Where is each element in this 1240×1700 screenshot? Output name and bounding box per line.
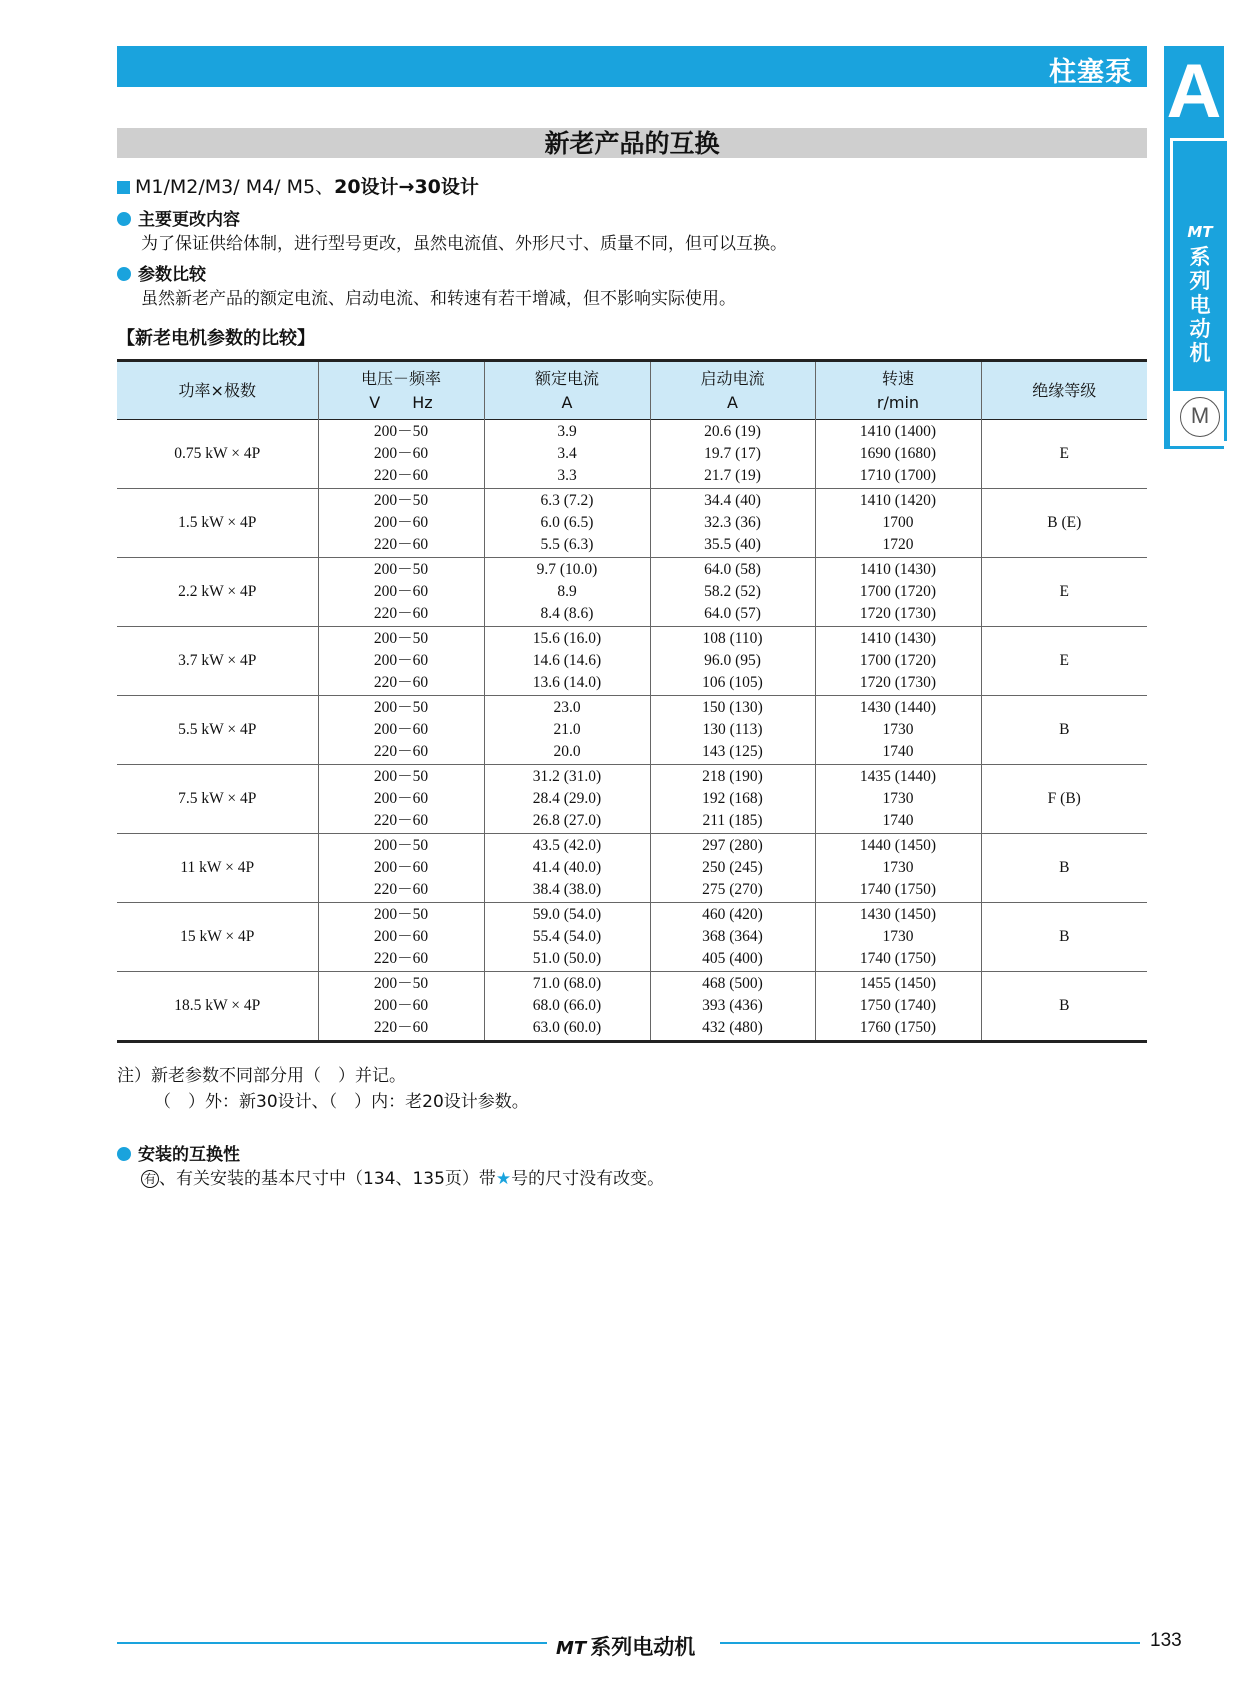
header-label: 额定电流 <box>534 368 599 388</box>
note-line-2: （ ）外：新30设计、（ ）内：老20设计参数。 <box>154 1092 529 1112</box>
table-header-cell <box>650 361 815 420</box>
voltage-cell-value: 200－60 <box>373 583 429 600</box>
start-current-cell-value: 32.3 (36) <box>704 514 761 531</box>
start-current-cell-value: 297 (280) <box>702 837 763 854</box>
start-current-cell-value: 393 (436) <box>702 997 763 1014</box>
params-text: 虽然新老产品的额定电流、启动电流、和转速有若干增减，但不影响实际使用。 <box>141 289 736 309</box>
voltage-cell-value: 200－50 <box>373 906 429 923</box>
speed-cell <box>815 696 981 765</box>
voltage-cell-value: 200－60 <box>373 928 429 945</box>
changes-heading-line <box>117 205 240 230</box>
insulation-cell: B (E) <box>981 489 1147 558</box>
rated-current-cell <box>484 765 650 834</box>
speed-cell <box>815 489 981 558</box>
section-title: 新老产品的互换 <box>544 129 720 158</box>
speed-cell-value: 1700 <box>882 514 914 531</box>
speed-cell-value: 1730 <box>882 928 914 945</box>
speed-cell-value: 1740 <box>882 743 914 760</box>
table-row <box>117 972 1147 1042</box>
speed-cell <box>815 420 981 489</box>
bullet-dot-icon <box>117 267 131 281</box>
header-label: 转速 <box>881 368 914 388</box>
mounting-heading: 安装的互换性 <box>138 1145 240 1165</box>
changes-heading: 主要更改内容 <box>138 210 240 230</box>
star-icon: ★ <box>495 1169 512 1189</box>
rated-current-cell <box>484 627 650 696</box>
start-current-cell <box>650 420 815 489</box>
rated-current-cell-value: 8.4 (8.6) <box>540 605 594 622</box>
side-symbol-box <box>1170 391 1224 446</box>
power-cell: 18.5 kW × 4P <box>117 972 318 1042</box>
rated-current-cell-value: 43.5 (42.0) <box>532 837 602 854</box>
start-current-cell <box>650 903 815 972</box>
speed-cell-value: 1440 (1450) <box>859 837 937 854</box>
start-current-cell-value: 432 (480) <box>702 1019 763 1036</box>
footer-label <box>556 1631 695 1661</box>
insulation-cell: E <box>981 420 1147 489</box>
voltage-cell-value: 200－60 <box>373 721 429 738</box>
mounting-text-a: 、有关安装的基本尺寸中（134、135页）带 <box>159 1169 496 1189</box>
header-unit: V Hz <box>369 392 433 412</box>
start-current-cell <box>650 558 815 627</box>
start-current-cell <box>650 765 815 834</box>
start-current-cell-value: 64.0 (57) <box>704 605 761 622</box>
rated-current-cell-value: 20.0 <box>553 743 581 760</box>
rated-current-cell <box>484 558 650 627</box>
footer-rule-right <box>720 1642 1140 1644</box>
voltage-cell <box>318 903 484 972</box>
voltage-cell-value: 220－60 <box>373 950 429 967</box>
table-header-row <box>117 361 1147 420</box>
start-current-cell-value: 64.0 (58) <box>704 561 761 578</box>
motor-symbol-icon: M <box>1180 397 1220 437</box>
rated-current-cell <box>484 834 650 903</box>
start-current-cell-value: 58.2 (52) <box>704 583 761 600</box>
side-tab[interactable] <box>1164 46 1224 449</box>
header-label: 绝缘等级 <box>1032 380 1097 400</box>
rated-current-cell-value: 26.8 (27.0) <box>532 812 602 829</box>
changes-text: 为了保证供给体制，进行型号更改，虽然电流值、外形尺寸、质量不同，但可以互换。 <box>141 234 787 254</box>
header-unit: A <box>561 392 573 412</box>
table-row <box>117 834 1147 903</box>
rated-current-cell-value: 41.4 (40.0) <box>532 859 602 876</box>
series-logo: MT <box>1187 223 1213 241</box>
start-current-cell-value: 21.7 (19) <box>704 467 761 484</box>
bullet-dot-icon <box>117 212 131 226</box>
insulation-cell: B <box>981 696 1147 765</box>
voltage-cell-value: 220－60 <box>373 881 429 898</box>
header-bar <box>117 46 1147 87</box>
start-current-cell-value: 250 (245) <box>702 859 763 876</box>
speed-cell-value: 1710 (1700) <box>859 467 937 484</box>
power-cell: 3.7 kW × 4P <box>117 627 318 696</box>
table-header-cell <box>484 361 650 420</box>
speed-cell <box>815 765 981 834</box>
speed-cell-value: 1740 (1750) <box>859 950 937 967</box>
footer-logo: MT <box>556 1638 587 1659</box>
header-label: 功率×极数 <box>178 380 256 400</box>
rated-current-cell-value: 71.0 (68.0) <box>532 975 602 992</box>
start-current-cell-value: 130 (113) <box>702 721 763 738</box>
rated-current-cell-value: 55.4 (54.0) <box>532 928 602 945</box>
table-row <box>117 627 1147 696</box>
rated-current-cell-value: 68.0 (66.0) <box>532 997 602 1014</box>
side-tab-label-text: 系列电动机 <box>1189 245 1211 365</box>
start-current-cell-value: 34.4 (40) <box>704 492 761 509</box>
speed-cell <box>815 627 981 696</box>
voltage-cell <box>318 972 484 1042</box>
footer-series: 系列电动机 <box>590 1635 696 1659</box>
table-header-cell <box>981 361 1147 420</box>
rated-current-cell-value: 59.0 (54.0) <box>532 906 602 923</box>
speed-cell <box>815 972 981 1042</box>
table-header-cell <box>318 361 484 420</box>
voltage-cell-value: 200－50 <box>373 561 429 578</box>
rated-current-cell-value: 63.0 (60.0) <box>532 1019 602 1036</box>
speed-cell-value: 1700 (1720) <box>859 583 937 600</box>
start-current-cell-value: 150 (130) <box>702 699 763 716</box>
rated-current-cell <box>484 903 650 972</box>
mounting-text <box>141 1164 664 1189</box>
speed-cell-value: 1410 (1430) <box>859 561 937 578</box>
power-cell: 0.75 kW × 4P <box>117 420 318 489</box>
table-row <box>117 765 1147 834</box>
rated-current-cell <box>484 972 650 1042</box>
speed-cell-value: 1760 (1750) <box>859 1019 937 1036</box>
rated-current-cell-value: 23.0 <box>553 699 581 716</box>
speed-cell-value: 1720 <box>882 536 914 553</box>
header-unit: r/min <box>876 392 920 412</box>
power-cell: 7.5 kW × 4P <box>117 765 318 834</box>
voltage-cell-value: 220－60 <box>373 812 429 829</box>
start-current-cell <box>650 972 815 1042</box>
rated-current-cell-value: 6.0 (6.5) <box>540 514 594 531</box>
table-row <box>117 489 1147 558</box>
power-cell: 1.5 kW × 4P <box>117 489 318 558</box>
voltage-cell-value: 220－60 <box>373 1019 429 1036</box>
power-cell: 15 kW × 4P <box>117 903 318 972</box>
voltage-cell <box>318 489 484 558</box>
header-label: 启动电流 <box>700 368 765 388</box>
speed-cell-value: 1410 (1430) <box>859 630 937 647</box>
rated-current-cell-value: 3.3 <box>557 467 577 484</box>
section-bar <box>117 128 1147 158</box>
speed-cell-value: 1435 (1440) <box>859 768 937 785</box>
voltage-cell-value: 200－60 <box>373 514 429 531</box>
speed-cell-value: 1740 <box>882 812 914 829</box>
rated-current-cell <box>484 489 650 558</box>
insulation-cell: B <box>981 972 1147 1042</box>
speed-cell <box>815 903 981 972</box>
speed-cell-value: 1720 (1730) <box>859 605 937 622</box>
insulation-cell: B <box>981 834 1147 903</box>
power-cell: 11 kW × 4P <box>117 834 318 903</box>
params-heading: 参数比较 <box>138 265 206 285</box>
voltage-cell-value: 200－60 <box>373 790 429 807</box>
voltage-cell-value: 200－50 <box>373 492 429 509</box>
start-current-cell-value: 108 (110) <box>702 630 763 647</box>
voltage-cell-value: 200－50 <box>373 630 429 647</box>
page-number: 133 <box>1150 1630 1182 1651</box>
start-current-cell <box>650 834 815 903</box>
start-current-cell-value: 275 (270) <box>702 881 763 898</box>
comparison-table <box>117 359 1147 1043</box>
insulation-cell: E <box>981 627 1147 696</box>
rated-current-cell <box>484 696 650 765</box>
voltage-cell <box>318 627 484 696</box>
start-current-cell-value: 218 (190) <box>702 768 763 785</box>
rated-current-cell-value: 31.2 (31.0) <box>532 768 602 785</box>
table-header-cell <box>815 361 981 420</box>
category-title: 柱塞泵 <box>1049 57 1133 88</box>
voltage-cell-value: 200－50 <box>373 975 429 992</box>
speed-cell-value: 1430 (1440) <box>859 699 937 716</box>
speed-cell <box>815 834 981 903</box>
power-cell: 2.2 kW × 4P <box>117 558 318 627</box>
start-current-cell-value: 20.6 (19) <box>704 423 761 440</box>
header-label: 电压－频率 <box>360 368 441 388</box>
voltage-cell-value: 200－60 <box>373 859 429 876</box>
power-cell: 5.5 kW × 4P <box>117 696 318 765</box>
side-tab-letter: A <box>1166 49 1222 134</box>
voltage-cell-value: 200－60 <box>373 445 429 462</box>
start-current-cell <box>650 627 815 696</box>
rated-current-cell-value: 9.7 (10.0) <box>536 561 598 578</box>
rated-current-cell-value: 51.0 (50.0) <box>532 950 602 967</box>
subtitle-models: M1/M2/M3/ M4/ M5、 <box>135 176 335 198</box>
voltage-cell-value: 200－50 <box>373 423 429 440</box>
voltage-cell-value: 200－50 <box>373 699 429 716</box>
rated-current-cell-value: 3.4 <box>557 445 577 462</box>
rated-current-cell-value: 28.4 (29.0) <box>532 790 602 807</box>
mounting-text-b: 号的尺寸没有改变。 <box>511 1169 665 1189</box>
rated-current-cell-value: 21.0 <box>553 721 581 738</box>
insulation-cell: B <box>981 903 1147 972</box>
bullet-dot-icon <box>117 1147 131 1161</box>
start-current-cell-value: 19.7 (17) <box>704 445 761 462</box>
footer-rule-left <box>117 1642 547 1644</box>
voltage-cell-value: 200－50 <box>373 768 429 785</box>
start-current-cell <box>650 696 815 765</box>
table-row <box>117 558 1147 627</box>
rated-current-cell-value: 15.6 (16.0) <box>532 630 602 647</box>
start-current-cell-value: 468 (500) <box>702 975 763 992</box>
speed-cell-value: 1455 (1450) <box>859 975 937 992</box>
rated-current-cell-value: 3.9 <box>557 423 577 440</box>
speed-cell-value: 1720 (1730) <box>859 674 937 691</box>
rated-current-cell-value: 8.9 <box>557 583 577 600</box>
rated-current-cell-value: 5.5 (6.3) <box>540 536 594 553</box>
circled-mark-icon: 有 <box>141 1170 159 1188</box>
insulation-cell: E <box>981 558 1147 627</box>
rated-current-cell-value: 14.6 (14.6) <box>532 652 602 669</box>
voltage-cell-value: 200－50 <box>373 837 429 854</box>
start-current-cell-value: 35.5 (40) <box>704 536 761 553</box>
start-current-cell-value: 143 (125) <box>702 743 763 760</box>
voltage-cell <box>318 420 484 489</box>
start-current-cell-value: 96.0 (95) <box>704 652 761 669</box>
rated-current-cell-value: 13.6 (14.0) <box>532 674 602 691</box>
speed-cell-value: 1700 (1720) <box>859 652 937 669</box>
voltage-cell <box>318 696 484 765</box>
start-current-cell <box>650 489 815 558</box>
note-line-1: 注）新老参数不同部分用（ ）并记。 <box>117 1066 406 1086</box>
voltage-cell-value: 220－60 <box>373 536 429 553</box>
side-tab-label <box>1173 245 1227 365</box>
speed-cell-value: 1410 (1420) <box>859 492 937 509</box>
start-current-cell-value: 211 (185) <box>702 812 763 829</box>
subtitle <box>117 172 479 199</box>
speed-cell-value: 1690 (1680) <box>859 445 937 462</box>
voltage-cell <box>318 765 484 834</box>
table-row <box>117 903 1147 972</box>
rated-current-cell-value: 6.3 (7.2) <box>540 492 594 509</box>
start-current-cell-value: 460 (420) <box>702 906 763 923</box>
start-current-cell-value: 368 (364) <box>702 928 763 945</box>
table-header-cell <box>117 361 318 420</box>
insulation-cell: F (B) <box>981 765 1147 834</box>
table-row <box>117 420 1147 489</box>
header-unit: A <box>727 392 738 412</box>
voltage-cell-value: 220－60 <box>373 467 429 484</box>
speed-cell-value: 1730 <box>882 721 914 738</box>
mounting-heading-line <box>117 1140 240 1165</box>
speed-cell-value: 1740 (1750) <box>859 881 937 898</box>
voltage-cell-value: 200－60 <box>373 652 429 669</box>
start-current-cell-value: 192 (168) <box>702 790 763 807</box>
start-current-cell-value: 405 (400) <box>702 950 763 967</box>
table-title: 【新老电机参数的比较】 <box>117 328 315 349</box>
speed-cell-value: 1430 (1450) <box>859 906 937 923</box>
voltage-cell <box>318 834 484 903</box>
voltage-cell-value: 220－60 <box>373 605 429 622</box>
voltage-cell-value: 220－60 <box>373 674 429 691</box>
rated-current-cell-value: 38.4 (38.0) <box>532 881 602 898</box>
subtitle-change: 20设计→30设计 <box>334 176 479 198</box>
speed-cell-value: 1730 <box>882 790 914 807</box>
speed-cell-value: 1750 (1740) <box>859 997 937 1014</box>
start-current-cell-value: 106 (105) <box>702 674 763 691</box>
voltage-cell-value: 220－60 <box>373 743 429 760</box>
speed-cell-value: 1410 (1400) <box>859 423 937 440</box>
voltage-cell <box>318 558 484 627</box>
rated-current-cell <box>484 420 650 489</box>
speed-cell-value: 1730 <box>882 859 914 876</box>
params-heading-line <box>117 260 206 285</box>
table-body <box>117 420 1147 1042</box>
voltage-cell-value: 200－60 <box>373 997 429 1014</box>
table-row <box>117 696 1147 765</box>
speed-cell <box>815 558 981 627</box>
square-bullet-icon <box>117 181 130 194</box>
